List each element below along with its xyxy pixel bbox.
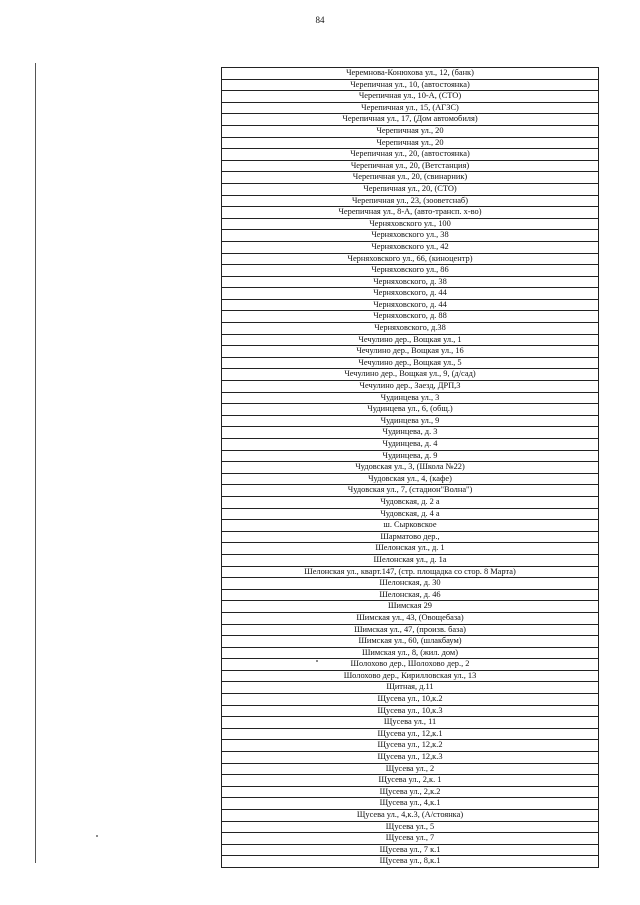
table-row <box>222 473 599 485</box>
table-row <box>222 241 599 253</box>
address-cell: Черепичная ул., 10-А, (СТО) <box>222 91 599 103</box>
address-cell: Щусева ул., 7 <box>222 833 599 845</box>
table-row <box>222 149 599 161</box>
table-row <box>222 589 599 601</box>
address-cell: Шелонская ул., кварт.147, (стр. площадка со стор. 8 Марта) <box>222 566 599 578</box>
table-row <box>222 554 599 566</box>
table-row <box>222 183 599 195</box>
address-cell: Черепичная ул., 20, (Ветстанция) <box>222 160 599 172</box>
table-row <box>222 763 599 775</box>
address-cell: Чудинцева ул., 6, (общ.) <box>222 404 599 416</box>
address-cell: Черняховского ул., 38 <box>222 230 599 242</box>
table-row <box>222 172 599 184</box>
address-cell: Шолохово дер., Шолохово дер., 2 <box>222 659 599 671</box>
table-row <box>222 670 599 682</box>
address-cell: Черепичная ул., 10, (автостоянка) <box>222 79 599 91</box>
table-row <box>222 566 599 578</box>
table-row <box>222 439 599 451</box>
table-row <box>222 381 599 393</box>
address-cell: Чудовская, д. 4 а <box>222 508 599 520</box>
table-row <box>222 102 599 114</box>
address-cell: Щусева ул., 10,к.3 <box>222 705 599 717</box>
address-cell: Шимская 29 <box>222 601 599 613</box>
table-row <box>222 728 599 740</box>
address-cell: Щусева ул., 8,к.1 <box>222 856 599 868</box>
address-cell: Щусева ул., 2,к. 1 <box>222 775 599 787</box>
table-row <box>222 276 599 288</box>
address-cell: Чечулино дер., Вощкая ул., 1 <box>222 334 599 346</box>
table-row <box>222 752 599 764</box>
address-cell: Шимская ул., 47, (произв. база) <box>222 624 599 636</box>
table-row <box>222 299 599 311</box>
table-row <box>222 578 599 590</box>
address-cell: Черняховского, д.38 <box>222 323 599 335</box>
table-row <box>222 323 599 335</box>
table-row <box>222 207 599 219</box>
left-margin-line <box>35 63 36 863</box>
table-row <box>222 265 599 277</box>
address-cell: Шимская ул., 8, (жил. дом) <box>222 647 599 659</box>
table-row <box>222 79 599 91</box>
address-cell: Щусева ул., 12,к.2 <box>222 740 599 752</box>
table-row <box>222 357 599 369</box>
address-cell: Шелонская, д. 30 <box>222 578 599 590</box>
address-cell: Щусева ул., 7 к.1 <box>222 844 599 856</box>
table-row <box>222 833 599 845</box>
table-row <box>222 647 599 659</box>
address-cell: Черепичная ул., 20, (СТО) <box>222 183 599 195</box>
address-cell: Щусева ул., 2 <box>222 763 599 775</box>
table-row <box>222 160 599 172</box>
table-row <box>222 415 599 427</box>
table-row <box>222 775 599 787</box>
address-cell: Чудинцева, д. 4 <box>222 439 599 451</box>
table-row <box>222 659 599 671</box>
address-cell: Чудинцева ул., 9 <box>222 415 599 427</box>
address-cell: Шелонская ул., д. 1 <box>222 543 599 555</box>
table-row <box>222 798 599 810</box>
address-cell: Шолохово дер., Кирилловская ул., 13 <box>222 670 599 682</box>
table-row <box>222 786 599 798</box>
table-row <box>222 125 599 137</box>
address-cell: Чудинцева, д. 3 <box>222 427 599 439</box>
address-cell: Щитная, д.11 <box>222 682 599 694</box>
address-cell: Чудовская ул., 4, (кафе) <box>222 473 599 485</box>
table-row <box>222 682 599 694</box>
table-row <box>222 740 599 752</box>
table-row <box>222 821 599 833</box>
address-cell: Черняховского, д. 38 <box>222 276 599 288</box>
address-cell: Черняховского ул., 100 <box>222 218 599 230</box>
table-row <box>222 91 599 103</box>
address-cell: Шелонская ул., д. 1а <box>222 554 599 566</box>
table-row <box>222 137 599 149</box>
address-cell: Чечулино дер., Заезд, ДРП,3 <box>222 381 599 393</box>
table-row <box>222 68 599 80</box>
address-cell: Чудовская ул., 7, (стадион"Волна") <box>222 485 599 497</box>
table-row <box>222 450 599 462</box>
address-cell: Чудовская ул., 3, (Школа №22) <box>222 462 599 474</box>
table-row <box>222 346 599 358</box>
address-cell: Черепичная ул., 20 <box>222 137 599 149</box>
table-row <box>222 311 599 323</box>
table-row <box>222 392 599 404</box>
table-row <box>222 624 599 636</box>
address-cell: Черняховского, д. 88 <box>222 311 599 323</box>
address-cell: Щусева ул., 5 <box>222 821 599 833</box>
address-cell: Щусева ул., 2,к.2 <box>222 786 599 798</box>
table-row <box>222 496 599 508</box>
table-row <box>222 508 599 520</box>
address-cell: Черепичная ул., 20, (свинарник) <box>222 172 599 184</box>
address-cell: Чечулино дер., Вощкая ул., 5 <box>222 357 599 369</box>
address-table-body <box>222 68 599 868</box>
address-cell: Черняховского ул., 86 <box>222 265 599 277</box>
address-cell: Черепичная ул., 8-А, (авто-трансп. х-во) <box>222 207 599 219</box>
address-cell: Чечулино дер., Вощкая ул., 9, (д/сад) <box>222 369 599 381</box>
address-cell: Черепичная ул., 17, (Дом автомобиля) <box>222 114 599 126</box>
table-row <box>222 844 599 856</box>
address-cell: Шарматово дер., <box>222 531 599 543</box>
address-cell: Чудовская, д. 2 а <box>222 496 599 508</box>
address-table <box>221 67 599 868</box>
address-cell: Щусева ул., 10,к.2 <box>222 694 599 706</box>
table-row <box>222 230 599 242</box>
address-cell: Шелонская, д. 46 <box>222 589 599 601</box>
address-cell: Черняховского ул., 42 <box>222 241 599 253</box>
table-row <box>222 485 599 497</box>
table-row <box>222 520 599 532</box>
scan-speck <box>96 835 98 837</box>
table-row <box>222 369 599 381</box>
address-cell: ш. Сырковское <box>222 520 599 532</box>
address-cell: Щусева ул., 12,к.1 <box>222 728 599 740</box>
address-cell: Черепичная ул., 23, (зооветснаб) <box>222 195 599 207</box>
table-row <box>222 717 599 729</box>
address-cell: Чудинцева ул., 3 <box>222 392 599 404</box>
address-cell: Черепичная ул., 15, (АГЗС) <box>222 102 599 114</box>
address-cell: Шимская ул., 43, (Овощебаза) <box>222 612 599 624</box>
table-row <box>222 531 599 543</box>
table-row <box>222 543 599 555</box>
table-row <box>222 114 599 126</box>
address-cell: Щусева ул., 4,к.1 <box>222 798 599 810</box>
table-row <box>222 612 599 624</box>
table-row <box>222 856 599 868</box>
address-cell: Чудинцева, д. 9 <box>222 450 599 462</box>
address-cell: Щусева ул., 11 <box>222 717 599 729</box>
address-cell: Черняховского, д. 44 <box>222 288 599 300</box>
table-row <box>222 810 599 822</box>
address-cell: Черняховского ул., 66, (киноцентр) <box>222 253 599 265</box>
address-cell: Черемнова-Конюхова ул., 12, (банк) <box>222 68 599 80</box>
table-row <box>222 404 599 416</box>
table-row <box>222 334 599 346</box>
address-cell: Щусева ул., 12,к.3 <box>222 752 599 764</box>
table-row <box>222 195 599 207</box>
table-row <box>222 694 599 706</box>
table-row <box>222 601 599 613</box>
address-cell: Чечулино дер., Вощкая ул., 16 <box>222 346 599 358</box>
address-cell: Черепичная ул., 20, (автостоянка) <box>222 149 599 161</box>
table-row <box>222 218 599 230</box>
address-cell: Щусева ул., 4,к.3, (А/стоянка) <box>222 810 599 822</box>
table-row <box>222 427 599 439</box>
table-row <box>222 253 599 265</box>
table-row <box>222 288 599 300</box>
address-cell: Черепичная ул., 20 <box>222 125 599 137</box>
page-number: 84 <box>315 15 325 25</box>
address-cell: Шимская ул., 60, (шлакбаум) <box>222 636 599 648</box>
table-row <box>222 636 599 648</box>
table-row <box>222 462 599 474</box>
table-row <box>222 705 599 717</box>
address-cell: Черняховского, д. 44 <box>222 299 599 311</box>
